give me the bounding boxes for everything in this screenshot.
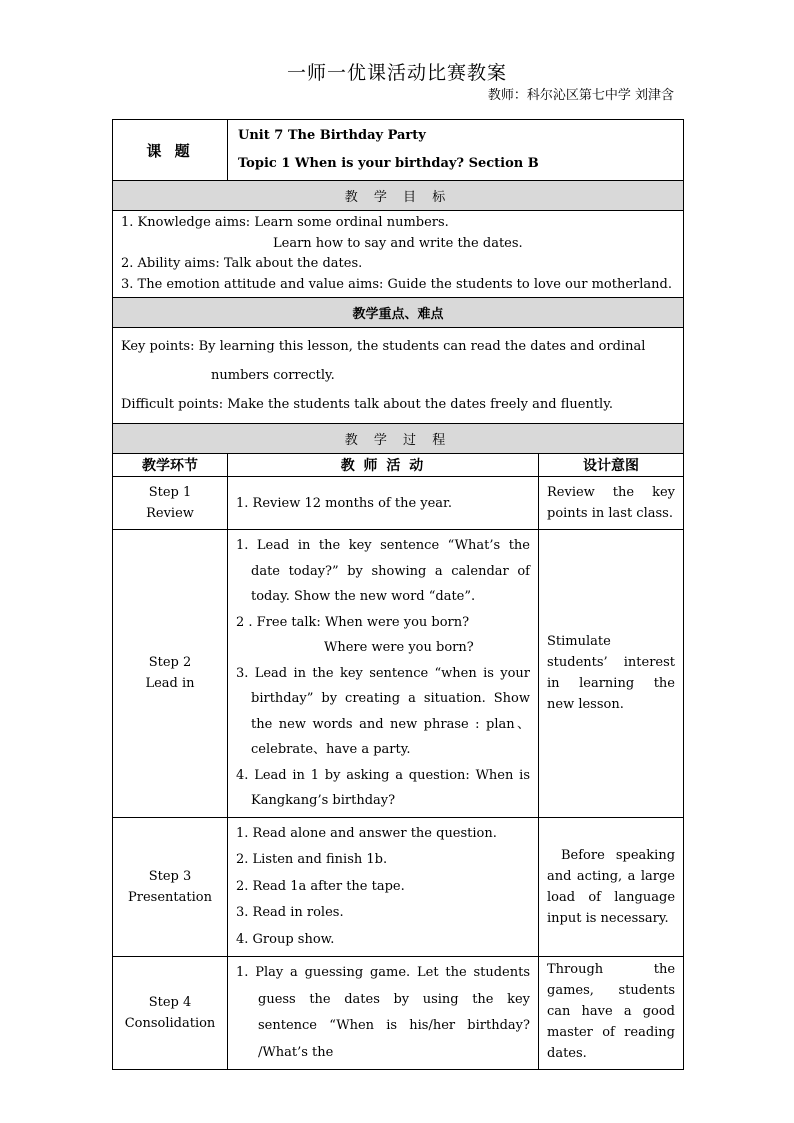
step-row [113, 477, 684, 530]
step-title: Presentation [128, 889, 212, 905]
step-row [113, 817, 684, 957]
activity-item: 2 . Free talk: When were you born? [236, 614, 470, 630]
step-activity [228, 817, 539, 957]
step-row [113, 530, 684, 818]
step-name [113, 530, 228, 818]
document-title: 一师一优课活动比赛教案 [286, 62, 507, 84]
step-number: Step 1 [148, 485, 192, 500]
teacher-line: 教师：科尔沁区第七中学 刘津含 [487, 88, 674, 103]
step-intent: Stimulate students’ interest in learning the new lesson. [539, 530, 684, 818]
activity-item: 1. Play a guessing game. Let the students guess the dates by using the key sentence “When is his/her birthday? /What’s the [236, 965, 530, 1060]
activity-item: 1. Lead in the key sentence “What’s the date today?” by showing a calendar of today. Show the new word “date”. [236, 538, 530, 604]
step-title: Lead in [145, 676, 195, 692]
step-intent: Through the games, students can have a good master of reading dates. [539, 957, 684, 1070]
lesson-plan-table [112, 119, 684, 1070]
col-header-activity: 教 师 活 动 [228, 454, 539, 477]
key-points-line: Key points: By learning this lesson, the students can read the dates and ordinal [121, 339, 646, 354]
activity-item: 1. Review 12 months of the year. [236, 495, 452, 511]
process-heading: 教 学 过 程 [113, 424, 684, 454]
goals-content [113, 211, 684, 298]
activity-item: 2. Read 1a after the tape. [236, 878, 405, 894]
step-number: Step 2 [148, 655, 192, 671]
goal-knowledge: 1. Knowledge aims: Learn some ordinal numbers. [121, 215, 449, 230]
step-row [113, 957, 684, 1070]
step-activity [228, 530, 539, 818]
col-header-intent: 设计意图 [539, 454, 684, 477]
activity-item: 4. Lead in 1 by asking a question: When is Kangkang’s birthday? [236, 767, 530, 808]
activity-item: Where were you born? [324, 640, 474, 655]
key-points-line-2: numbers correctly. [211, 368, 335, 383]
step-activity [228, 477, 539, 530]
step-activity [228, 957, 539, 1070]
topic-title: Topic 1 When is your birthday? Section B [238, 156, 539, 171]
step-name [113, 477, 228, 530]
step-number: Step 3 [148, 868, 192, 884]
goal-emotion: 3. The emotion attitude and value aims: Guide the students to love our motherland. [121, 276, 672, 292]
keypoints-content [113, 328, 684, 424]
activity-item: 2. Listen and finish 1b. [236, 852, 388, 867]
activity-item: 4. Group show. [236, 931, 335, 947]
step-number: Step 4 [148, 995, 192, 1010]
step-name [113, 957, 228, 1070]
topic-content [228, 120, 684, 181]
activity-item: 1. Read alone and answer the question. [236, 825, 497, 841]
step-name [113, 817, 228, 957]
goals-heading: 教 学 目 标 [113, 181, 684, 211]
activity-item: 3. Lead in the key sentence “when is your birthday” by creating a situation. Show the new words and new phrase : plan、celebrate、have a party. [236, 665, 530, 757]
goal-ability: 2. Ability aims: Talk about the dates. [121, 256, 363, 271]
step-intent: Review the key points in last class. [539, 477, 684, 530]
topic-label: 课 题 [113, 120, 228, 181]
step-title: Review [146, 506, 194, 521]
activity-item: 3. Read in roles. [236, 905, 344, 920]
difficult-points-line: Difficult points: Make the students talk about the dates freely and fluently. [121, 397, 613, 412]
col-header-stage: 教学环节 [113, 454, 228, 477]
keypoints-heading: 教学重点、难点 [113, 298, 684, 328]
topic-row [113, 120, 684, 181]
goal-knowledge-2: Learn how to say and write the dates. [273, 235, 523, 251]
unit-title: Unit 7 The Birthday Party [238, 128, 426, 143]
step-intent: Before speaking and acting, a large load of language input is necessary. [539, 817, 684, 957]
step-title: Consolidation [124, 1016, 216, 1031]
